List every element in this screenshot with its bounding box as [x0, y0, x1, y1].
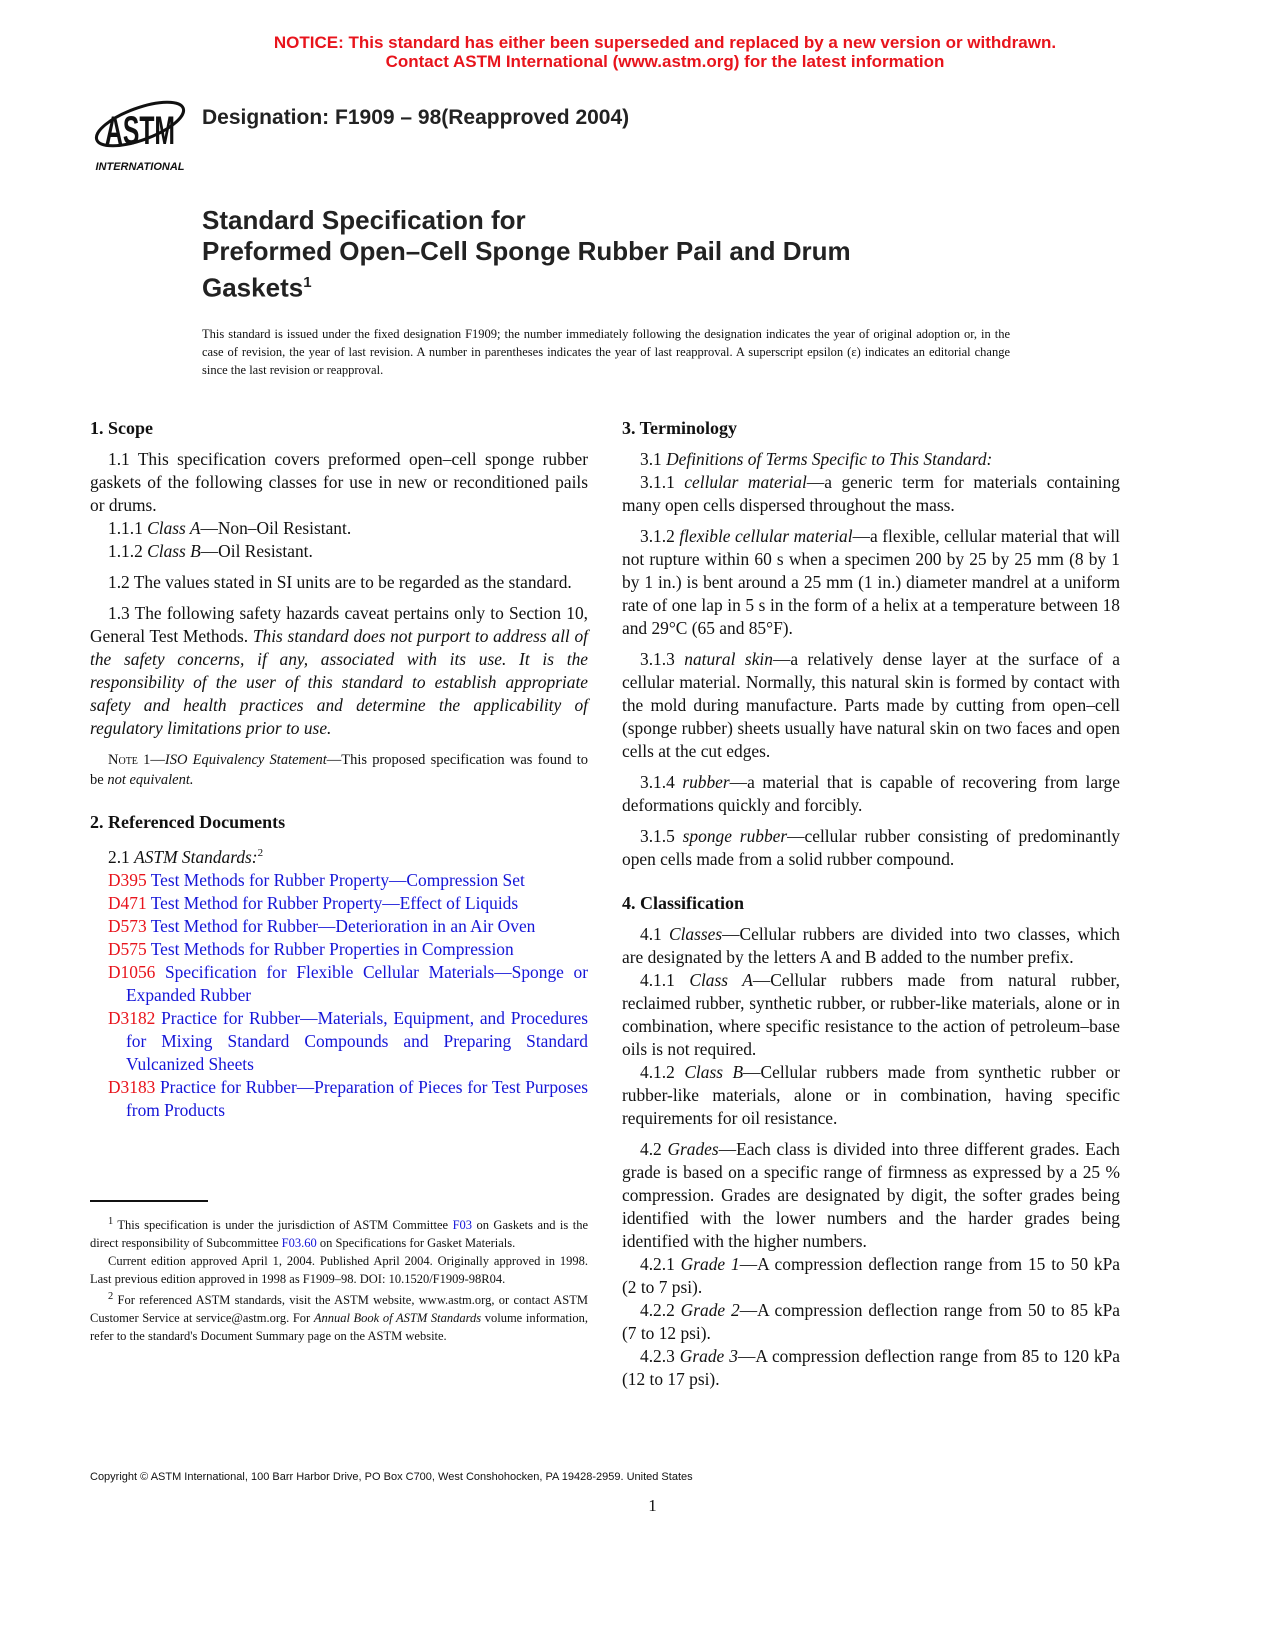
- svg-text:ASTM: ASTM: [105, 109, 175, 153]
- definition: [622, 771, 1120, 817]
- definition-number: 3.1.3: [640, 649, 685, 669]
- paragraph: 1.1.2 Class B—Oil Resistant.: [108, 541, 313, 561]
- section-heading: 1. Scope: [90, 418, 153, 438]
- reference-code-link[interactable]: D395: [108, 869, 147, 890]
- reference-code-link[interactable]: D575: [108, 938, 147, 959]
- definition-number: 3.1.1: [640, 472, 685, 492]
- paragraph: 3.1 Definitions of Terms Specific to This Standard:: [640, 449, 993, 469]
- item-term: Grade 1: [680, 1254, 740, 1274]
- item-text: —A compression deflection range from 50 to 85 kPa (7 to 12 psi).: [622, 1300, 1120, 1343]
- paragraph: 1.1.1 Class A—Non–Oil Resistant.: [108, 518, 352, 538]
- definition-text: —a generic term for materials containing many open cells dispersed throughout the mass.: [622, 472, 1120, 515]
- definition: [622, 525, 1120, 640]
- item-text: —Cellular rubbers made from synthetic rubber or rubber-like materials, alone or in combination, having specific requirements for oil resistance.: [622, 1062, 1120, 1128]
- supersede-notice: [0, 33, 1275, 71]
- definition-text: —cellular rubber consisting of predominantly open cells made from a solid rubber compound.: [622, 826, 1120, 869]
- reference-title-link[interactable]: Practice for Rubber—Preparation of Pieces for Test Purposes from Products: [126, 1076, 588, 1120]
- title-text: Gaskets: [202, 272, 304, 303]
- classification-item: [622, 1345, 1120, 1391]
- item-number: 4.2: [640, 1139, 668, 1159]
- classification-item: [622, 1253, 1120, 1299]
- item-text: —A compression deflection range from 85 to 120 kPa (12 to 17 psi).: [622, 1346, 1120, 1389]
- definition-number: 3.1.2: [640, 526, 680, 546]
- title-line: [202, 267, 851, 304]
- definition-term: natural skin: [684, 649, 773, 669]
- definition-text: —a material that is capable of recovering from large deformations quickly and forcibly.: [622, 772, 1120, 815]
- copyright: Copyright © ASTM International, 100 Barr Harbor Drive, PO Box C700, West Conshohocken, PA 19428-2959. United States: [90, 1471, 693, 1483]
- definition-text: —a relatively dense layer at the surface of a cellular material. Normally, this natural skin is formed by contact with the mold during manufacture. Parts made by cutting from open–cell (sponge rubber) sheets usually have natural skin on two faces and open cells at the cut edges.: [622, 649, 1120, 761]
- footnote-rule: [90, 1200, 208, 1202]
- item-number: 4.1.2: [640, 1062, 685, 1082]
- footnote: Current edition approved April 1, 2004. Published April 2004. Originally approved in 1998. Last previous edition approved in 1998 as F1909–98. DOI: 10.1520/F1909-98R04.: [90, 1254, 588, 1287]
- reference-item: [90, 1007, 588, 1076]
- reference-title-link[interactable]: Test Method for Rubber Property—Effect of Liquids: [146, 892, 519, 913]
- reference-code-link[interactable]: D3183: [108, 1076, 156, 1097]
- reference-code-link[interactable]: D3182: [108, 1007, 156, 1028]
- definition-term: flexible cellular material: [679, 526, 853, 546]
- reference-title-link[interactable]: Test Methods for Rubber Property—Compression Set: [146, 869, 525, 890]
- reference-code-link[interactable]: D573: [108, 915, 147, 936]
- note: Note 1—ISO Equivalency Statement—This proposed specification was found to be not equivalent.: [90, 752, 588, 788]
- reference-item: [90, 915, 588, 938]
- definition-number: 3.1.5: [640, 826, 683, 846]
- item-text: —A compression deflection range from 15 to 50 kPa (2 to 7 psi).: [622, 1254, 1120, 1297]
- item-number: 4.2.1: [640, 1254, 681, 1274]
- item-term: Grades: [667, 1139, 719, 1159]
- footnotes: [90, 1213, 588, 1345]
- footnote-ref: 1: [303, 274, 312, 291]
- title-line: Preformed Open–Cell Sponge Rubber Pail and Drum: [202, 236, 851, 266]
- definition-number: 3.1.4: [640, 772, 683, 792]
- item-term: Grade 3: [679, 1346, 738, 1366]
- definition: [622, 648, 1120, 763]
- item-text: —Cellular rubbers made from natural rubber, reclaimed rubber, synthetic rubber, or rubber-like materials, alone or in combination, where specific resistance to the action of petroleum–base oils is not required.: [622, 970, 1120, 1059]
- section-heading: 2. Referenced Documents: [90, 812, 286, 832]
- reference-title-link[interactable]: Test Method for Rubber—Deterioration in an Air Oven: [146, 915, 536, 936]
- classification-item: [622, 969, 1120, 1061]
- notice-line: Contact ASTM International (www.astm.org) for the latest information: [385, 52, 945, 71]
- svg-text:INTERNATIONAL: INTERNATIONAL: [95, 161, 185, 173]
- paragraph: 1.3 The following safety hazards caveat pertains only to Section 10, General Test Methods. This standard does not purport to address all of the safety concerns, if any, associated with its use. It is the responsibility of the user of this standard to establish appropriate safety and health practices and determine the applicability of regulatory limitations prior to use.: [90, 603, 588, 738]
- definition: [622, 471, 1120, 517]
- classification-item: [622, 923, 1120, 969]
- section-heading: 3. Terminology: [622, 418, 738, 438]
- section-heading: 4. Classification: [622, 893, 745, 913]
- right-column: [622, 416, 1120, 1391]
- reference-item: [90, 961, 588, 1007]
- reference-item: [90, 892, 588, 915]
- item-term: Class A: [689, 970, 753, 990]
- item-text: —Cellular rubbers are divided into two classes, which are designated by the letters A and B added to the number prefix.: [622, 924, 1121, 967]
- item-text: —Each class is divided into three different grades. Each grade is based on a specific range of firmness as expressed by a 25 % compression. Grades are designated by digit, the softer grades being identified with the lower numbers and the harder grades being identified with the higher numbers.: [622, 1139, 1120, 1251]
- definition-term: cellular material: [684, 472, 807, 492]
- reference-title-link[interactable]: Specification for Flexible Cellular Materials—Sponge or Expanded Rubber: [126, 961, 588, 1005]
- intro-text: This standard is issued under the fixed designation F1909; the number immediately following the designation indicates the year of original adoption or, in the case of revision, the year of last revision. A number in parentheses indicates the year of last reapproval. A superscript epsilon (ε) indicates an editorial change since the last revision or reapproval.: [202, 327, 1010, 377]
- classification-item: [622, 1138, 1120, 1253]
- paragraph: 1.2 The values stated in SI units are to be regarded as the standard.: [108, 572, 572, 592]
- astm-logo: [92, 82, 190, 174]
- document-title: [202, 205, 851, 304]
- notice-line: NOTICE: This standard has either been superseded and replaced by a new version or withdrawn.: [273, 33, 1057, 52]
- definition-text: —a flexible, cellular material that will not rupture within 60 s when a specimen 200 by 25 by 25 mm (8 by 1 by 1 in.) is bent around a 25 mm (1 in.) diameter mandrel at a uniform rate of one lap in 5 s in the form of a helix at a temperature between 18 and 29°C (65 and 85°F).: [622, 526, 1120, 638]
- paragraph: 1.1 This specification covers preformed open–cell sponge rubber gaskets of the following classes for use in new or reconditioned pails or drums.: [90, 449, 588, 515]
- item-term: Classes: [668, 924, 723, 944]
- reference-item: [90, 938, 588, 961]
- page-number: 1: [648, 1496, 657, 1515]
- footnote: $^2$ For referenced ASTM standards, visit the ASTM website, www.astm.org, or contact ASTM Customer Service at service@astm.org. For Annual Book of ASTM Standards volume information, refer to the standard's Document Summary page on the ASTM website.: [90, 1291, 588, 1344]
- item-term: Class B: [684, 1062, 744, 1082]
- item-number: 4.2.2: [640, 1300, 681, 1320]
- item-number: 4.1.1: [640, 970, 690, 990]
- paragraph: 2.1 ASTM Standards:$^2$: [108, 846, 264, 867]
- link-f03[interactable]: F03: [452, 1218, 473, 1233]
- left-column: [90, 416, 588, 1122]
- reference-code-link[interactable]: D471: [108, 892, 147, 913]
- title-line: Standard Specification for: [202, 205, 526, 235]
- reference-item: [90, 869, 588, 892]
- classification-item: [622, 1299, 1120, 1345]
- designation: Designation: F1909 – 98(Reapproved 2004): [202, 106, 630, 129]
- item-number: 4.1: [640, 924, 669, 944]
- footnote: $^1$ This specification is under the jurisdiction of ASTM Committee F03 on Gaskets and is the direct responsibility of Subcommittee F03.60 on Specifications for Gasket Materials.: [90, 1216, 588, 1251]
- definition-term: rubber: [682, 772, 730, 792]
- definition: [622, 825, 1120, 871]
- reference-item: [90, 1076, 588, 1122]
- item-term: Grade 2: [680, 1300, 740, 1320]
- reference-title-link[interactable]: Test Methods for Rubber Properties in Compression: [146, 938, 514, 959]
- reference-title-link[interactable]: Practice for Rubber—Materials, Equipment, and Procedures for Mixing Standard Compounds and Preparing Standard Vulcanized Sheets: [126, 1007, 588, 1074]
- classification-item: [622, 1061, 1120, 1130]
- definition-term: sponge rubber: [682, 826, 788, 846]
- item-number: 4.2.3: [640, 1346, 680, 1366]
- reference-code-link[interactable]: D1056: [108, 961, 156, 982]
- link-f03-60[interactable]: F03.60: [281, 1236, 317, 1251]
